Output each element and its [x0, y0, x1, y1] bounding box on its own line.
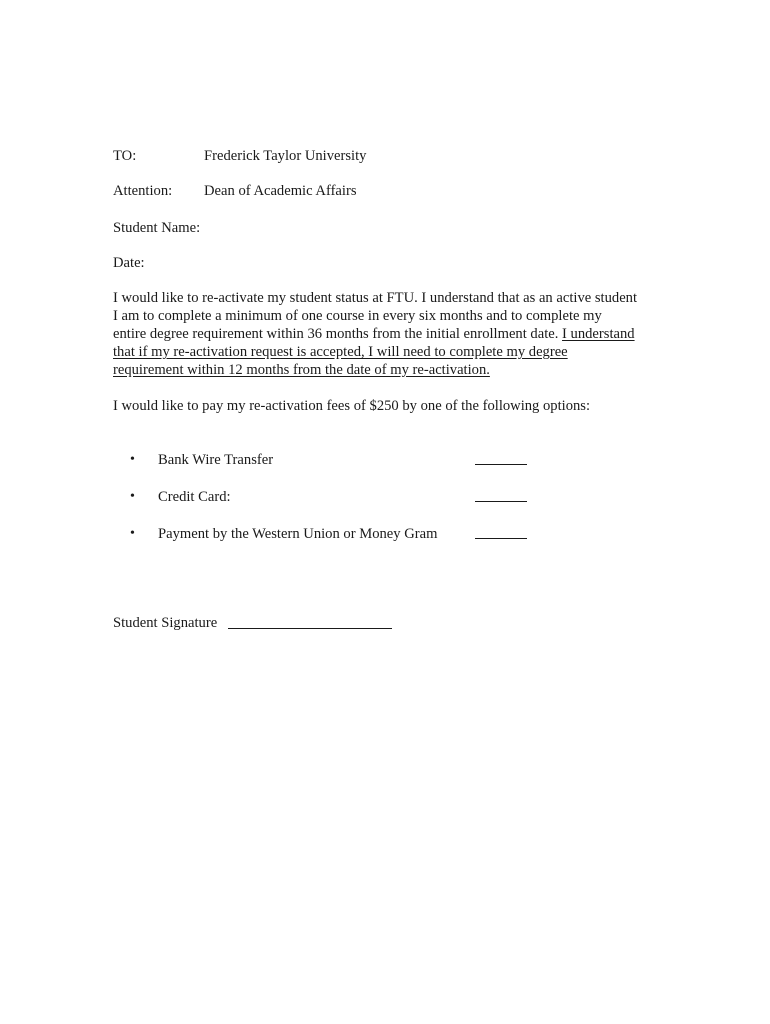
option-blank-field[interactable]: [475, 464, 527, 465]
to-value: Frederick Taylor University: [204, 148, 367, 164]
reactivation-paragraph: [113, 289, 663, 379]
paragraph-text: entire degree requirement within 36 months from the initial enrollment date.: [113, 326, 563, 342]
payment-option-credit-card: [130, 487, 550, 507]
payment-option-bank-wire: [130, 450, 550, 470]
option-blank-field[interactable]: [475, 501, 527, 502]
signature-line-field[interactable]: [228, 628, 392, 629]
student-name-label: Student Name:: [113, 220, 201, 236]
option-label: Credit Card:: [158, 489, 231, 505]
bullet-icon: •: [130, 526, 135, 541]
bullet-icon: •: [130, 452, 135, 467]
option-label: Bank Wire Transfer: [158, 452, 274, 468]
underlined-line: requirement within 12 months from the date of my re-activation.: [113, 362, 490, 378]
signature-row: [113, 613, 217, 633]
bullet-icon: •: [130, 489, 135, 504]
attention-label: Attention:: [113, 183, 173, 199]
payment-option-western-union: [130, 524, 550, 544]
option-label: Payment by the Western Union or Money Gram: [158, 526, 438, 542]
payment-intro: I would like to pay my re-activation fees of $250 by one of the following options:: [113, 398, 591, 414]
signature-label: Student Signature: [113, 615, 218, 631]
to-label: TO:: [113, 148, 137, 164]
paragraph-line: I am to complete a minimum of one course in every six months and to complete my: [113, 308, 602, 324]
option-blank-field[interactable]: [475, 538, 527, 539]
date-label: Date:: [113, 255, 145, 271]
paragraph-line: [113, 325, 663, 343]
attention-value: Dean of Academic Affairs: [204, 183, 357, 199]
paragraph-line: I would like to re-activate my student status at FTU. I understand that as an active student: [113, 290, 638, 306]
underlined-line: that if my re-activation request is accepted, I will need to complete my degree: [113, 344, 568, 360]
underlined-text: I understand: [562, 326, 635, 342]
